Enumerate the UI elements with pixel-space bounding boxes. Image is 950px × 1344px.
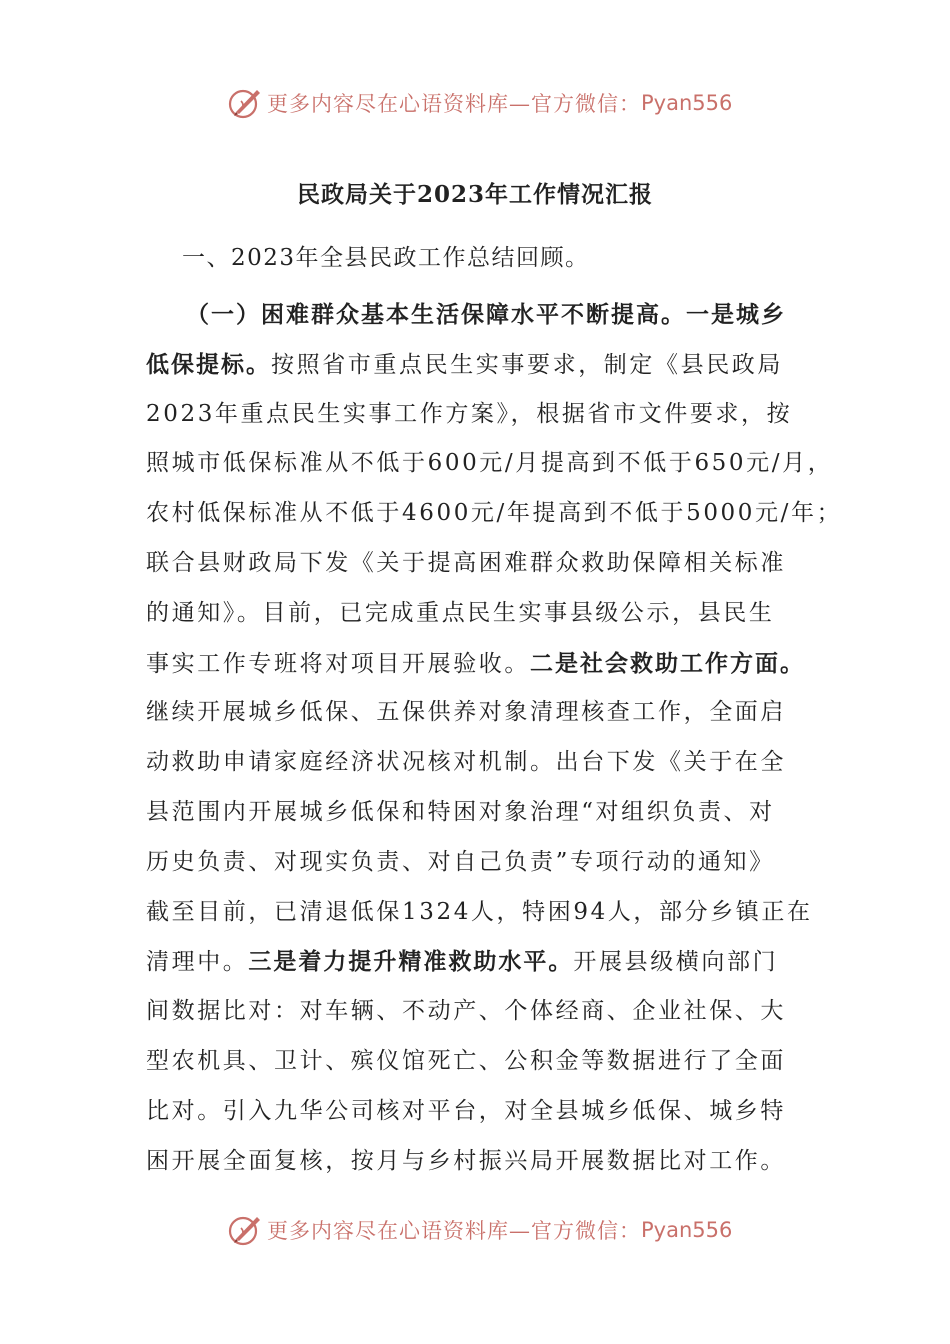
paragraph-line — [146, 390, 816, 440]
text-run: 型农机具、卫计、殡仪馆死亡、公积金等数据进行了全面 — [146, 1047, 786, 1074]
paragraph-line — [146, 639, 816, 689]
text-run: 按照省市重点民生实事要求，制定《县民政局 — [271, 351, 783, 378]
paragraph-line — [146, 340, 816, 390]
watermark-wechat-id: Pyan556 — [641, 91, 733, 115]
text-run: 比对。引入九华公司核对平台，对全县城乡低保、城乡特 — [146, 1097, 786, 1124]
text-run: 联合县财政局下发《关于提高困难群众救助保障相关标准 — [146, 549, 786, 576]
watermark-wechat-id: Pyan556 — [641, 1218, 733, 1242]
watermark-footer — [227, 1210, 732, 1250]
text-run: 的通知》。目前，已完成重点民生实事县级公示，县民生 — [146, 599, 775, 626]
watermark-text: 更多内容尽在心语资料库—官方微信： — [267, 1219, 641, 1243]
text-run: 县范围内开展城乡低保和特困对象治理“对组织负责、对 — [146, 798, 775, 825]
paragraph-line — [146, 987, 816, 1037]
paragraph-line — [146, 838, 816, 888]
paragraph-line — [146, 688, 816, 738]
paragraph-line — [146, 589, 816, 639]
watermark-text: 更多内容尽在心语资料库—官方微信： — [267, 92, 641, 116]
text-run: 农村低保标准从不低于4600元/年提高到不低于5000元/年； — [146, 500, 843, 527]
text-run: 继续开展城乡低保、五保供养对象清理核查工作，全面启 — [146, 699, 786, 726]
watermark-header — [227, 83, 732, 123]
quill-pen-circle-icon — [227, 85, 263, 121]
quill-pen-circle-icon — [227, 1212, 263, 1248]
section-heading: 一、2023年全县民政工作总结回顾。 — [182, 245, 590, 271]
paragraph-line — [146, 1137, 816, 1187]
text-run: 历史负责、对现实负责、对自己负责”专项行动的通知》 — [146, 848, 775, 875]
text-run: 动救助申请家庭经济状况核对机制。出台下发《关于在全 — [146, 749, 786, 776]
document-title: 民政局关于2023年工作情况汇报 — [296, 181, 653, 208]
text-run: 事实工作专班将对项目开展验收。 — [146, 650, 530, 677]
paragraph-line — [146, 888, 816, 938]
paragraph-line — [146, 290, 816, 340]
bold-text: 二是社会救助工作方面。 — [530, 649, 805, 677]
paragraph-line — [146, 738, 816, 788]
text-run: 开展县级横向部门 — [573, 949, 779, 976]
paragraph-line — [146, 489, 843, 539]
text-run: 照城市低保标准从不低于600元/月提高到不低于650元/月， — [146, 450, 834, 477]
body-paragraph — [146, 290, 843, 1186]
paragraph-line — [146, 788, 816, 838]
paragraph-line — [146, 1037, 816, 1087]
text-run: 截至目前，已清退低保1324人，特困94人，部分乡镇正在 — [146, 898, 813, 925]
paragraph-line — [146, 937, 816, 987]
bold-text: 低保提标。 — [146, 350, 271, 378]
paragraph-line — [146, 439, 834, 489]
text-run: 间数据比对：对车辆、不动产、个体经商、企业社保、大 — [146, 998, 786, 1025]
bold-text: （一）困难群众基本生活保障水平不断提高。一是城乡 — [186, 301, 786, 328]
paragraph-line — [146, 1087, 816, 1137]
paragraph-line — [146, 539, 816, 589]
text-run: 2023年重点民生实事工作方案》，根据省市文件要求，按 — [146, 400, 793, 427]
bold-text: 三是着力提升精准救助水平。 — [248, 948, 574, 976]
text-run: 清理中。 — [146, 949, 249, 976]
text-run: 困开展全面复核，按月与乡村振兴局开展数据比对工作。 — [146, 1147, 786, 1174]
